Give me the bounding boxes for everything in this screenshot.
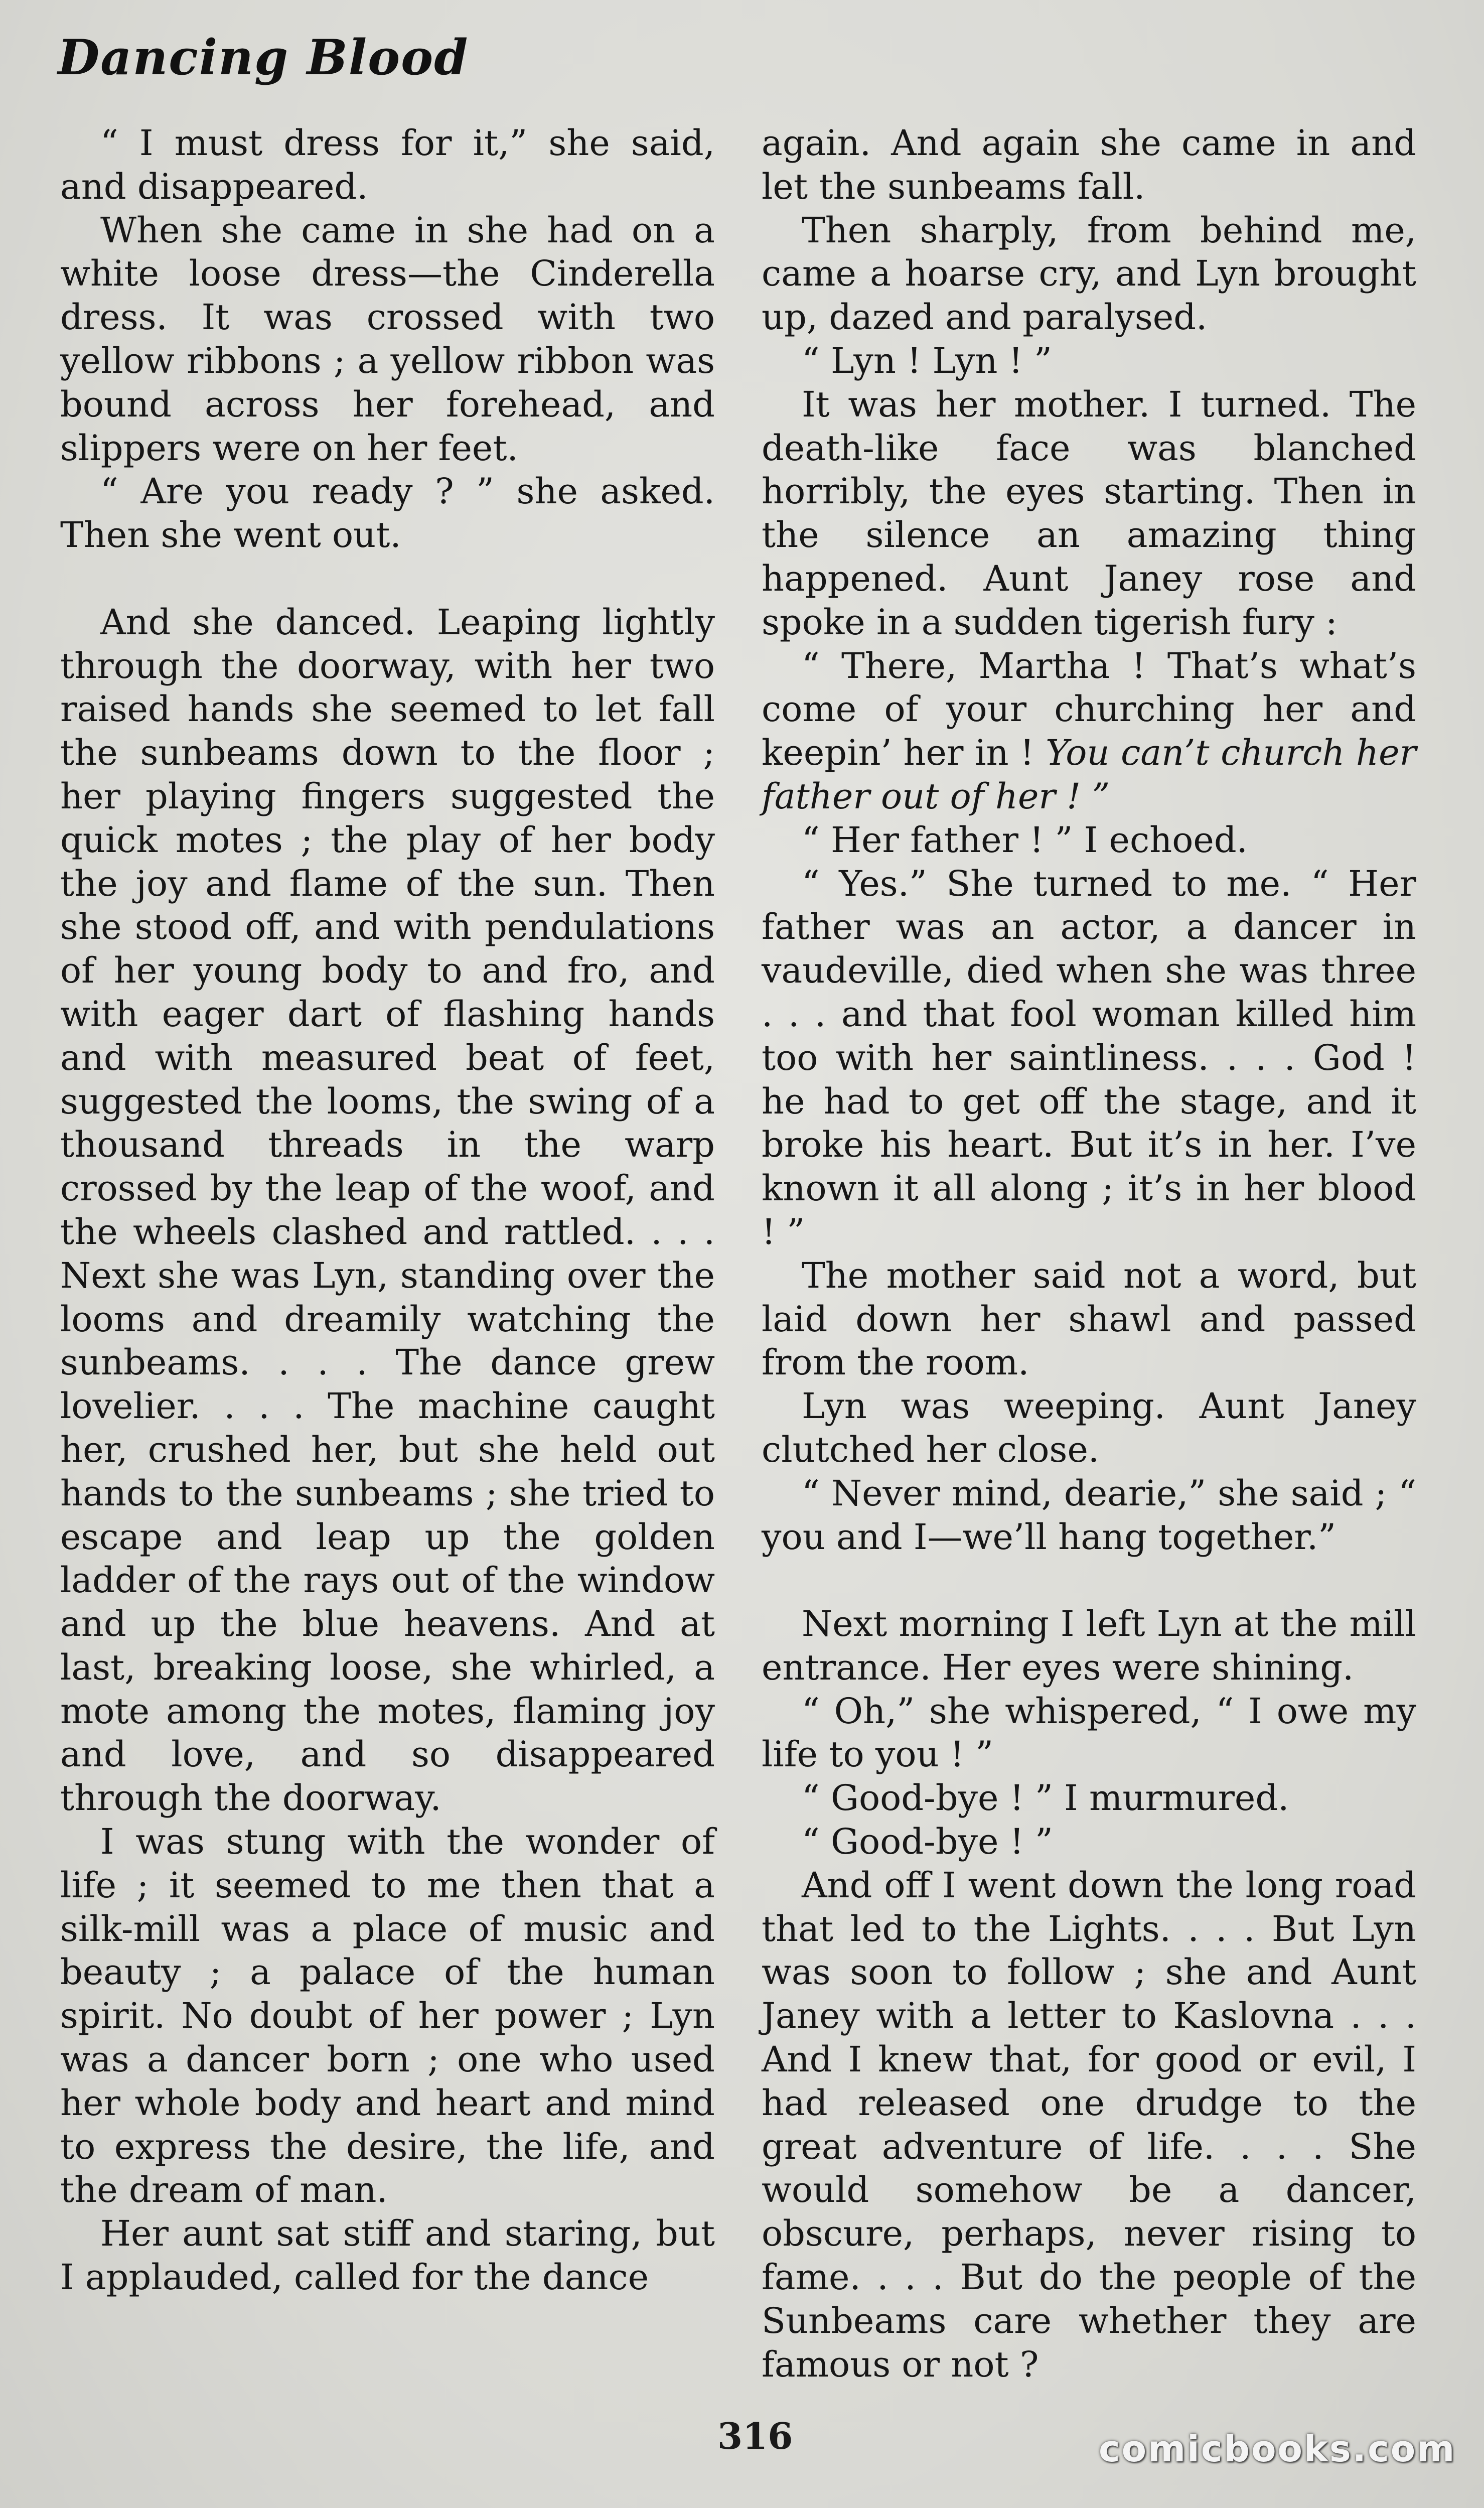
paragraph: Lyn was weeping. Aunt Janey clutched her close.	[762, 1385, 1416, 1470]
paragraph: I was stung with the wonder of life ; it seemed to me then that a silk-mill was a place of music and beauty ; a palace of the human spirit. No doubt of her power ; Lyn was a dancer born ; one who used her whole body and heart and mind to express the desire, the life, and the dream of man.	[60, 1821, 715, 2211]
left-column	[60, 121, 715, 2299]
paragraph: “ Good-bye ! ” I murmured.	[802, 1777, 1289, 1819]
paragraph: Her aunt sat stiff and staring, but I applauded, called for the dance	[60, 2213, 715, 2298]
paragraph: “ Oh,” she whispered, “ I owe my life to you ! ”	[762, 1690, 1416, 1775]
paragraph: “ Her father ! ” I echoed.	[802, 819, 1248, 861]
page-title: Dancing Blood	[58, 29, 469, 86]
paragraph: “ Lyn ! Lyn ! ”	[802, 340, 1052, 381]
paragraph: And off I went down the long road that led to the Lights. . . . But Lyn was soon to follow ; she and Aunt Janey with a letter to Kaslovna . . . And I knew that, for good or evil, I had released one drudge to the great adventure of life. . . . She would somehow be a dancer, obscure, perhaps, never rising to fame. . . . But do the people of the Sunbeams care whether they are famous or not ?	[762, 1864, 1416, 2385]
paragraph: “ I must dress for it,” she said, and disappeared.	[60, 122, 715, 207]
right-column	[762, 121, 1416, 2386]
paragraph: The mother said not a word, but laid down her shawl and passed from the room.	[762, 1255, 1416, 1383]
page-number: 316	[717, 2415, 793, 2457]
paragraph: “ Yes.” She turned to me. “ Her father was an actor, a dancer in vaudeville, died when she was three . . . and that fool woman killed him too with her saintliness. . . . God ! he had to get off the stage, and it broke his heart. But it’s in her. I’ve known it all along ; it’s in her blood ! ”	[762, 863, 1416, 1252]
paragraph	[762, 644, 1416, 818]
paragraph: And she danced. Leaping lightly through the doorway, with her two raised hands she seemed to let fall the sunbeams down to the floor ; her playing fingers suggested the quick motes ; the play of her body the joy and flame of the sun. Then she stood off, and with pendulations of her young body to and fro, and with eager dart of flashing hands and with measured beat of feet, suggested the looms, the swing of a thousand threads in the warp crossed by the leap of the woof, and the wheels clashed and rattled. . . . Next she was Lyn, standing over the looms and dreamily watching the sunbeams. . . . The dance grew lovelier. . . . The machine caught her, crushed her, but she held out hands to the sunbeams ; she tried to escape and leap up the golden ladder of the rays out of the window and up the blue heavens. And at last, breaking loose, she whirled, a mote among the motes, flaming joy and love, and so disappeared through the doorway.	[60, 601, 715, 1819]
paragraph: When she came in she had on a white loose dress—the Cinderella dress. It was crossed with two yellow ribbons ; a yellow ribbon was bound across her forehead, and slippers were on her feet.	[60, 209, 715, 469]
paragraph: Next morning I left Lyn at the mill entrance. Her eyes were shining.	[762, 1603, 1416, 1688]
watermark: comicbooks.com	[1099, 2428, 1456, 2470]
italic-quote-text: You can’t church her father out of her ! ”	[762, 732, 1416, 817]
paragraph: “ Are you ready ? ” she asked. Then she went out.	[60, 471, 715, 556]
paragraph: Then sharply, from behind me, came a hoarse cry, and Lyn brought up, dazed and paralysed.	[762, 209, 1416, 338]
paragraph: “ Good-bye ! ”	[802, 1821, 1053, 1863]
quote-text: “ There, Martha ! That’s what’s come of your churching her and keepin’ her in !	[762, 645, 1416, 774]
paragraph: It was her mother. I turned. The death-like face was blanched horribly, the eyes starting. Then in the silence an amazing thing happened. Aunt Janey rose and spoke in a sudden tigerish fury :	[762, 383, 1416, 643]
paragraph: again. And again she came in and let the sunbeams fall.	[762, 122, 1416, 207]
paragraph: “ Never mind, dearie,” she said ; “ you and I—we’ll hang together.”	[762, 1472, 1416, 1558]
